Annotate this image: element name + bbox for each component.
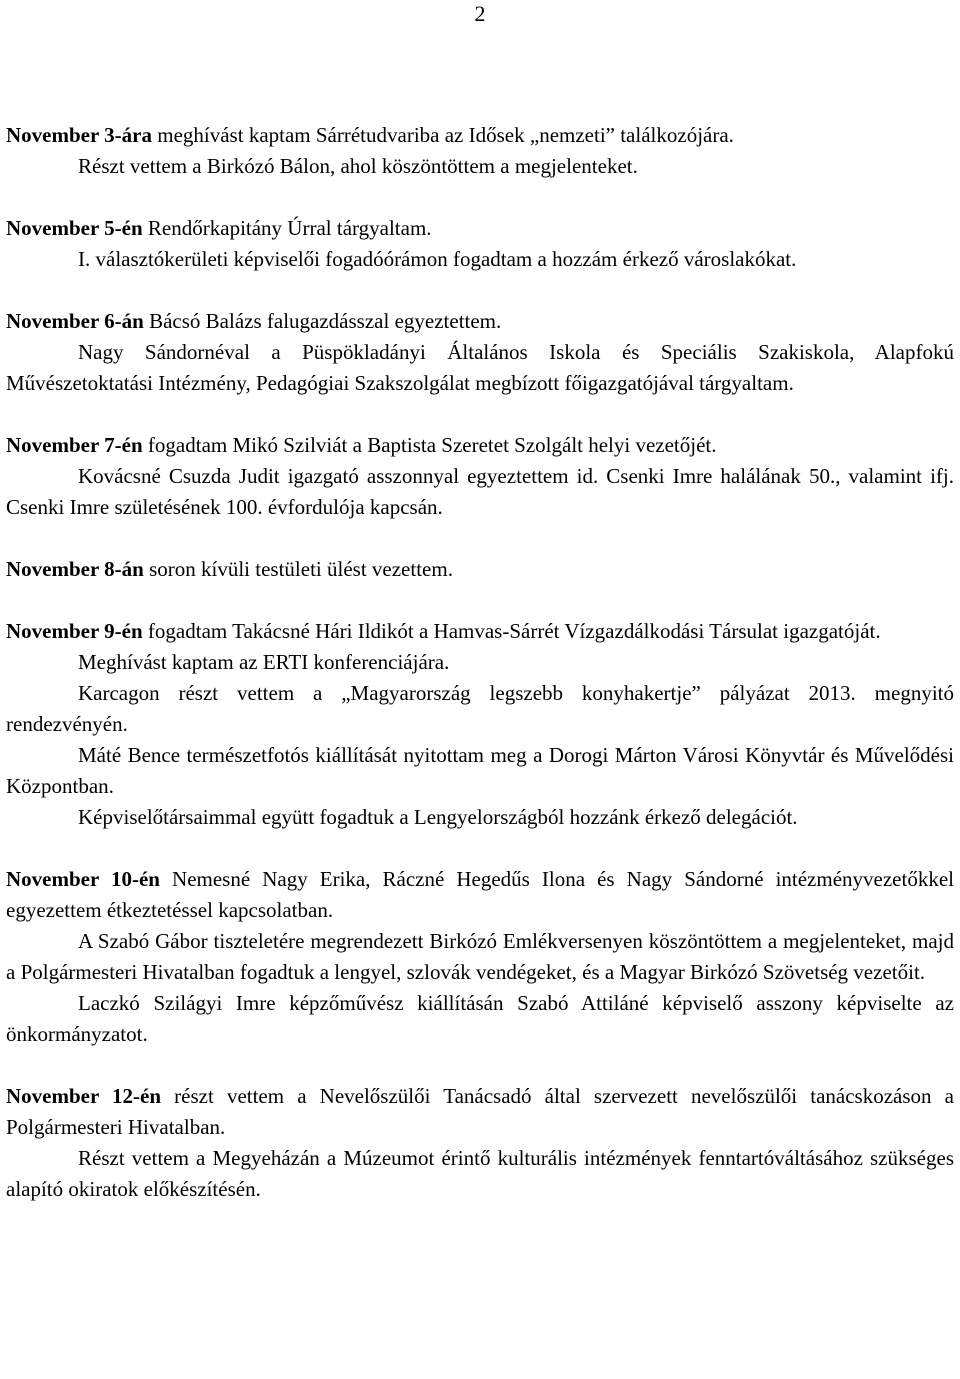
entry-date: November 7-én: [6, 433, 143, 457]
entry-paragraph: [6, 1081, 954, 1143]
entry-paragraph: A Szabó Gábor tiszteletére megrendezett Birkózó Emlékversenyen köszöntöttem a megjelenteket, majd a Polgármesteri Hivatalban fogadtuk a lengyel, szlovák vendégeket, és a Magyar Birkózó Szövetség vezetőit.: [6, 929, 954, 984]
entry-text: részt vettem a Nevelőszülői Tanácsadó által szervezett nevelőszülői tanácskozáson a Polgármesteri Hivatalban.: [6, 1084, 954, 1139]
entry-paragraph: [6, 120, 954, 151]
entry-date: November 5-én: [6, 216, 143, 240]
page-number: 2: [474, 1, 486, 26]
entry-paragraph: Laczkó Szilágyi Imre képzőművész kiállításán Szabó Attiláné képviselő asszony képviselte az önkormányzatot.: [6, 991, 954, 1046]
entry-paragraph: Képviselőtársaimmal együtt fogadtuk a Lengyelországból hozzánk érkező delegációt.: [78, 805, 798, 829]
entry-paragraph: Részt vettem a Birkózó Bálon, ahol köszöntöttem a megjelenteket.: [78, 154, 638, 178]
entry-date: November 12-én: [6, 1084, 162, 1108]
entry-text: fogadtam Takácsné Hári Ildikót a Hamvas-Sárrét Vízgazdálkodási Társulat igazgatóját.: [142, 619, 881, 643]
entry-date: November 8-án: [6, 557, 144, 581]
entry-text: meghívást kaptam Sárrétudvariba az Idősek „nemzeti” találkozójára.: [152, 123, 734, 147]
entry-paragraph: Meghívást kaptam az ERTI konferenciájára.: [78, 650, 450, 674]
entry-paragraph: Részt vettem a Megyeházán a Múzeumot érintő kulturális intézmények fenntartóváltásához szükséges alapító okiratok előkészítésén.: [6, 1146, 954, 1201]
entry-paragraph: Kovácsné Csuzda Judit igazgató asszonnyal egyeztettem id. Csenki Imre halálának 50., valamint ifj. Csenki Imre születésének 100. évfordulója kapcsán.: [6, 464, 954, 519]
entry-text: Bácsó Balázs falugazdásszal egyeztettem.: [143, 309, 502, 333]
entry-paragraph: [6, 213, 954, 244]
entry-text: Rendőrkapitány Úrral tárgyaltam.: [142, 216, 432, 240]
entry-paragraph: I. választókerületi képviselői fogadóórámon fogadtam a hozzám érkező városlakókat.: [78, 247, 797, 271]
entry-paragraph: Nagy Sándornéval a Püspökladányi Általános Iskola és Speciális Szakiskola, Alapfokú Művészetoktatási Intézmény, Pedagógiai Szakszolgálat megbízott főigazgatójával tárgyaltam.: [6, 340, 954, 395]
entry-date: November 10-én: [6, 867, 160, 891]
entry-text: Nemesné Nagy Erika, Ráczné Hegedűs Ilona és Nagy Sándorné intézményvezetőkkel egyezettem étkeztetéssel kapcsolatban.: [6, 867, 954, 922]
entry-text: fogadtam Mikó Szilviát a Baptista Szeretet Szolgált helyi vezetőjét.: [142, 433, 717, 457]
entry-paragraph: Máté Bence természetfotós kiállítását nyitottam meg a Dorogi Márton Városi Könyvtár és Művelődési Központban.: [6, 743, 954, 798]
entry-date: November 6-án: [6, 309, 144, 333]
entry-paragraph: [6, 430, 954, 461]
entry-paragraph: Karcagon részt vettem a „Magyarország legszebb konyhakertje” pályázat 2013. megnyitó rendezvényén.: [6, 681, 954, 736]
entry-date: November 3-ára: [6, 123, 152, 147]
entry-paragraph: [6, 554, 954, 585]
entry-paragraph: [6, 616, 954, 647]
entry-text: soron kívüli testületi ülést vezettem.: [143, 557, 453, 581]
document-body: [6, 120, 954, 1205]
entry-paragraph: [6, 864, 954, 926]
entry-date: November 9-én: [6, 619, 143, 643]
entry-paragraph: [6, 306, 954, 337]
